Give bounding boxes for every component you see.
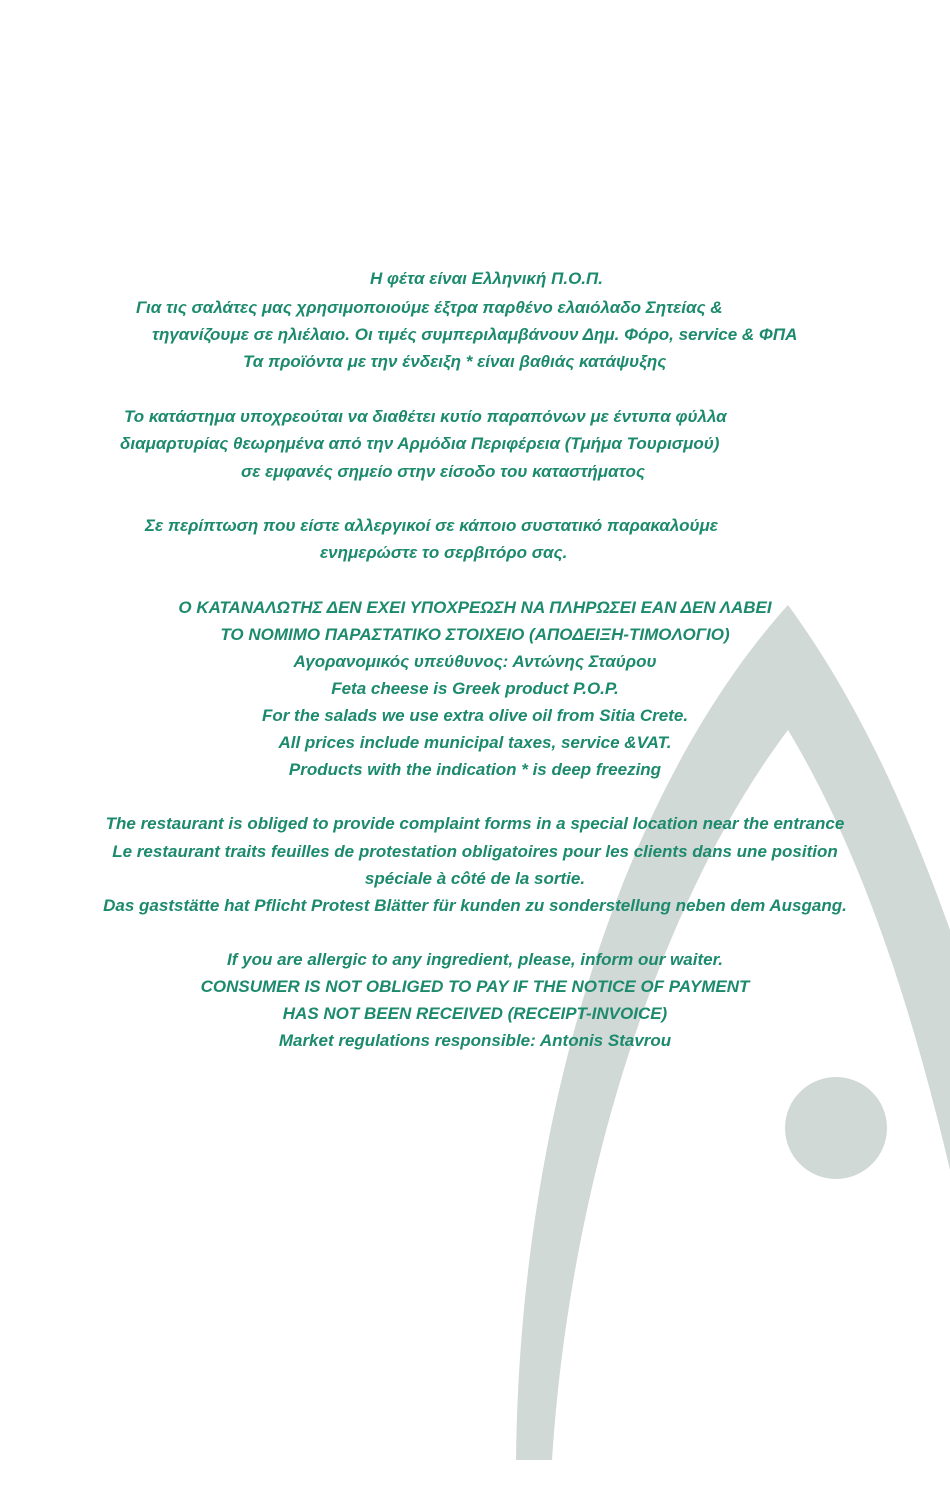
english-olive-oil-line: For the salads we use extra olive oil from Sitia Crete.	[261, 706, 689, 725]
greek-feta-line: Η φέτα είναι Ελληνική Π.Ο.Π.	[370, 269, 603, 288]
english-consumer-line-2: HAS NOT BEEN RECEIVED (RECEIPT-INVOICE)	[282, 1004, 668, 1023]
greek-complaint-line-1: Το κατάστημα υποχρεούται να διαθέτει κυτίο παραπόνων με έντυπα φύλλα	[124, 407, 727, 426]
greek-olive-oil-line-2: τηγανίζουμε σε ηλιέλαιο. Οι τιμές συμπεριλαμβάνουν Δημ. Φόρο, service & ΦΠΑ	[152, 325, 798, 344]
greek-frozen-line: Τα προϊόντα με την ένδειξη * είναι βαθιάς κατάψυξης	[243, 352, 667, 371]
english-prices-line: All prices include municipal taxes, service &VAT.	[278, 733, 672, 752]
french-complaint-line-1: Le restaurant traits feuilles de protestation obligatoires pour les clients dans une position	[112, 842, 838, 861]
greek-consumer-line-1: Ο ΚΑΤΑΝΑΛΩΤΗΣ ΔΕΝ ΕΧΕΙ ΥΠΟΧΡΕΩΣΗ ΝΑ ΠΛΗΡΩΣΕΙ ΕΑΝ ΔΕΝ ΛΑΒΕΙ	[178, 598, 772, 617]
english-complaint-line: The restaurant is obliged to provide complaint forms in a special location near the entrance	[105, 814, 845, 833]
greek-complaint-line-2: διαμαρτυρίας θεωρημένα από την Αρμόδια Περιφέρεια (Τμήμα Τουρισμού)	[120, 434, 720, 453]
greek-allergy-line-2: ενημερώστε το σερβιτόρο σας.	[320, 543, 568, 562]
english-feta-line: Feta cheese is Greek product P.O.P.	[331, 679, 619, 698]
english-consumer-line-1: CONSUMER IS NOT OBLIGED TO PAY IF THE NOTICE OF PAYMENT	[200, 977, 750, 996]
greek-allergy-line-1: Σε περίπτωση που είστε αλλεργικοί σε κάποιο συστατικό παρακαλούμε	[145, 516, 718, 535]
french-complaint-line-2: spéciale à côté de la sortie.	[364, 869, 586, 888]
english-frozen-line: Products with the indication * is deep freezing	[288, 760, 662, 779]
english-responsible-line: Market regulations responsible: Antonis Stavrou	[278, 1031, 672, 1050]
greek-complaint-line-3: σε εμφανές σημείο στην είσοδο του καταστήματος	[241, 462, 645, 481]
english-allergy-line: If you are allergic to any ingredient, please, inform our waiter.	[227, 950, 723, 969]
greek-responsible-line: Αγορανομικός υπεύθυνος: Αντώνης Σταύρου	[293, 652, 657, 671]
greek-consumer-line-2: ΤΟ ΝΟΜΙΜΟ ΠΑΡΑΣΤΑΤΙΚΟ ΣΤΟΙΧΕΙΟ (ΑΠΟΔΕΙΞΗ-ΤΙΜΟΛΟΓΙΟ)	[220, 625, 730, 644]
greek-olive-oil-line-1: Για τις σαλάτες μας χρησιμοποιούμε έξτρα παρθένο ελαιόλαδο Σητείας &	[136, 298, 723, 317]
german-complaint-line: Das gaststätte hat Pflicht Protest Blätter für kunden zu sonderstellung neben dem Ausgang.	[103, 896, 847, 915]
